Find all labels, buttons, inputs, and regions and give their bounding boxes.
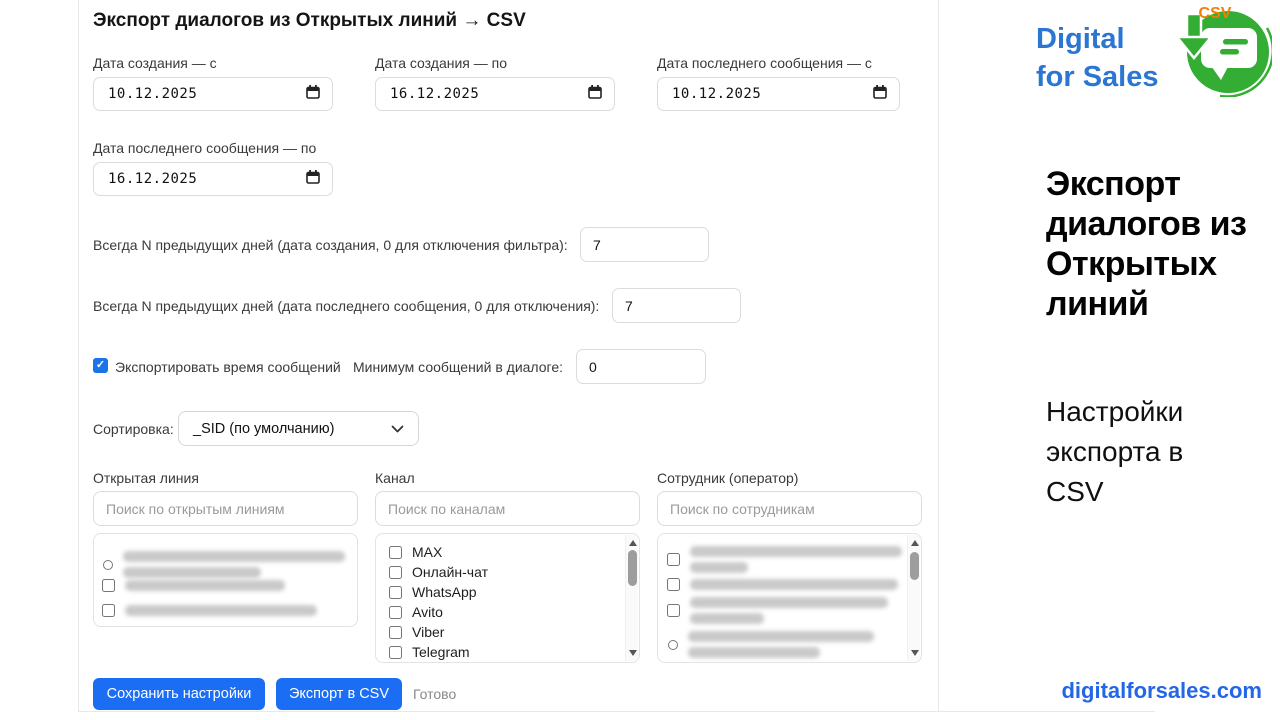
status-text: Готово [413,686,457,702]
chevron-down-icon [391,420,404,438]
checkbox-icon[interactable] [389,586,402,599]
checkbox-icon[interactable] [389,606,402,619]
checkbox-icon[interactable] [389,566,402,579]
calendar-icon[interactable] [306,85,320,104]
panel-bottom-border [78,711,1155,712]
export-time-checkbox[interactable]: ✓ [93,358,108,373]
checkbox-icon[interactable] [668,640,678,650]
panel-divider [938,0,939,711]
calendar-icon[interactable] [588,85,602,104]
openline-column-header: Открытая линия [93,470,199,486]
checkbox-icon[interactable] [667,553,680,566]
checkbox-icon[interactable] [667,578,680,591]
date-created-from-label: Дата создания — с [93,55,217,71]
channel-item-avito[interactable]: Avito [389,604,443,620]
redacted-list-item[interactable] [667,546,902,573]
date-created-to-label: Дата создания — по [375,55,508,71]
scroll-up-icon[interactable] [629,540,637,546]
redacted-list-item[interactable] [102,579,285,592]
ndays-lastmsg-input[interactable] [612,288,741,323]
channel-item-onlinechat[interactable]: Онлайн-чат [389,564,488,580]
openline-list[interactable] [93,533,358,627]
redacted-list-item[interactable] [102,604,317,617]
site-link[interactable]: digitalforsales.com [1061,678,1262,703]
date-lastmsg-from-label: Дата последнего сообщения — с [657,55,872,71]
checkbox-icon[interactable] [667,604,680,617]
operator-list-scrollbar[interactable] [907,535,920,661]
redacted-list-item[interactable] [667,597,888,624]
scrollbar-thumb[interactable] [910,552,919,580]
checkbox-icon[interactable] [389,546,402,559]
save-settings-button[interactable]: Сохранить настройки [93,678,265,710]
ndays-lastmsg-label: Всегда N предыдущих дней (дата последнего сообщения, 0 для отключения): [93,298,600,314]
scroll-down-icon[interactable] [629,650,637,656]
redacted-list-item[interactable] [668,631,874,658]
scroll-down-icon[interactable] [911,650,919,656]
redacted-list-item[interactable] [667,578,898,591]
logo-wordmark: Digital for Sales [1036,23,1159,93]
ndays-created-label: Всегда N предыдущих дней (дата создания, 0 для отключения фильтра): [93,237,568,253]
sort-select[interactable]: _SID (по умолчанию) [178,411,419,446]
date-created-from-input[interactable]: 10.12.2025 [93,77,333,111]
scroll-up-icon[interactable] [911,540,919,546]
channel-list-scrollbar[interactable] [625,535,638,661]
channel-item-max[interactable]: MAX [389,544,442,560]
date-lastmsg-to-label: Дата последнего сообщения — по [93,140,317,156]
ndays-created-input[interactable] [580,227,709,262]
operator-list[interactable] [657,533,922,663]
calendar-icon[interactable] [306,170,320,189]
date-created-to-input[interactable]: 16.12.2025 [375,77,615,111]
calendar-icon[interactable] [873,85,887,104]
openline-search-input[interactable] [93,491,358,526]
redacted-list-item[interactable] [103,551,345,578]
channel-list[interactable] [375,533,640,663]
min-messages-label: Минимум сообщений в диалоге: [353,359,564,375]
scrollbar-thumb[interactable] [628,550,637,586]
checkbox-icon[interactable] [102,579,115,592]
operator-search-input[interactable] [657,491,922,526]
page-title: Экспорт диалогов из Открытых линий → CSV [93,10,526,31]
channel-item-telegram[interactable]: Telegram [389,644,470,660]
channel-item-whatsapp[interactable]: WhatsApp [389,584,477,600]
sort-label: Сортировка: [93,421,174,437]
checkbox-icon[interactable] [102,604,115,617]
checkbox-icon[interactable] [103,560,113,570]
sidebar-headline: Экспорт диалогов из Открытых линий [1046,165,1247,323]
min-messages-input[interactable] [576,349,706,384]
export-time-label: Экспортировать время сообщений [115,359,341,375]
checkbox-icon[interactable] [389,646,402,659]
operator-column-header: Сотрудник (оператор) [657,470,799,486]
export-csv-button[interactable]: Экспорт в CSV [276,678,402,710]
panel-left-border [78,0,79,711]
channel-column-header: Канал [375,470,415,486]
date-lastmsg-to-input[interactable]: 16.12.2025 [93,162,333,196]
csv-badge-text: CSV [1198,5,1232,22]
channel-item-viber[interactable]: Viber [389,624,444,640]
channel-search-input[interactable] [375,491,640,526]
date-lastmsg-from-input[interactable]: 10.12.2025 [657,77,900,111]
csv-logo-icon [1170,3,1272,102]
sidebar-subhead: Настройки экспорта в CSV [1046,396,1184,507]
checkbox-icon[interactable] [389,626,402,639]
